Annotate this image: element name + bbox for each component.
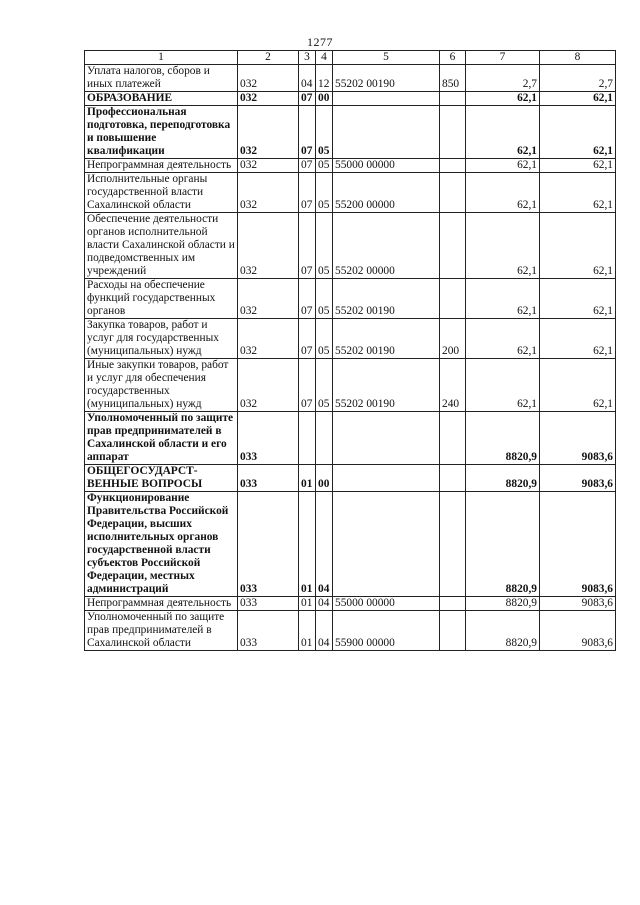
row-sum-year1-cell: 8820,9 xyxy=(466,412,540,465)
row-section-cell: 07 xyxy=(299,159,316,173)
row-code-cell: 032 xyxy=(238,173,299,213)
budget-table xyxy=(84,50,616,651)
row-sum-year2-cell: 9083,6 xyxy=(540,611,616,651)
row-target-cell: 55900 00000 xyxy=(333,611,440,651)
row-type-cell xyxy=(440,597,466,611)
column-header: 3 xyxy=(299,51,316,65)
row-code-cell: 032 xyxy=(238,213,299,279)
row-target-cell: 55202 00190 xyxy=(333,319,440,359)
row-name-cell: ОБРАЗОВАНИЕ xyxy=(85,92,238,106)
table-row xyxy=(85,92,616,106)
row-target-cell xyxy=(333,465,440,492)
table-row xyxy=(85,65,616,92)
row-sum-year2-cell: 62,1 xyxy=(540,173,616,213)
row-section-cell: 07 xyxy=(299,319,316,359)
row-target-cell: 55000 00000 xyxy=(333,159,440,173)
row-target-cell xyxy=(333,92,440,106)
row-name-cell: Исполнительные органы государственной власти Сахалинской области xyxy=(85,173,238,213)
row-subsection-cell: 04 xyxy=(316,492,333,597)
row-subsection-cell: 05 xyxy=(316,213,333,279)
row-sum-year1-cell: 62,1 xyxy=(466,92,540,106)
row-code-cell: 032 xyxy=(238,319,299,359)
row-name-cell: Профессиональная подготовка, переподготовка и повышение квалификации xyxy=(85,106,238,159)
row-target-cell: 55202 00190 xyxy=(333,279,440,319)
column-header: 5 xyxy=(333,51,440,65)
row-section-cell xyxy=(299,412,316,465)
row-code-cell: 033 xyxy=(238,412,299,465)
row-name-cell: Уполномоченный по защите прав предпринимателей в Сахалинской области и его аппарат xyxy=(85,412,238,465)
table-row xyxy=(85,359,616,412)
table-row xyxy=(85,279,616,319)
row-sum-year1-cell: 62,1 xyxy=(466,279,540,319)
row-sum-year1-cell: 8820,9 xyxy=(466,492,540,597)
row-type-cell xyxy=(440,106,466,159)
column-header: 4 xyxy=(316,51,333,65)
column-header: 6 xyxy=(440,51,466,65)
row-sum-year1-cell: 62,1 xyxy=(466,319,540,359)
row-sum-year1-cell: 62,1 xyxy=(466,159,540,173)
row-sum-year1-cell: 8820,9 xyxy=(466,611,540,651)
column-header: 2 xyxy=(238,51,299,65)
table-row xyxy=(85,319,616,359)
row-section-cell: 07 xyxy=(299,279,316,319)
row-sum-year1-cell: 8820,9 xyxy=(466,597,540,611)
row-subsection-cell: 04 xyxy=(316,611,333,651)
column-header: 8 xyxy=(540,51,616,65)
row-target-cell xyxy=(333,412,440,465)
row-sum-year2-cell: 62,1 xyxy=(540,359,616,412)
row-section-cell: 07 xyxy=(299,213,316,279)
table-row xyxy=(85,597,616,611)
row-type-cell: 200 xyxy=(440,319,466,359)
row-type-cell xyxy=(440,173,466,213)
row-type-cell: 850 xyxy=(440,65,466,92)
row-name-cell: Обеспечение деятельности органов исполнительной власти Сахалинской области и подведомственных им учреждений xyxy=(85,213,238,279)
row-subsection-cell: 05 xyxy=(316,279,333,319)
row-name-cell: Уполномоченный по защите прав предпринимателей в Сахалинской области xyxy=(85,611,238,651)
row-code-cell: 033 xyxy=(238,597,299,611)
row-sum-year2-cell: 62,1 xyxy=(540,279,616,319)
row-sum-year2-cell: 62,1 xyxy=(540,319,616,359)
row-section-cell: 04 xyxy=(299,65,316,92)
row-target-cell: 55000 00000 xyxy=(333,597,440,611)
row-type-cell xyxy=(440,92,466,106)
row-name-cell: Расходы на обеспечение функций государственных органов xyxy=(85,279,238,319)
row-type-cell xyxy=(440,412,466,465)
row-sum-year2-cell: 2,7 xyxy=(540,65,616,92)
row-subsection-cell: 00 xyxy=(316,465,333,492)
row-subsection-cell: 05 xyxy=(316,319,333,359)
row-code-cell: 033 xyxy=(238,492,299,597)
row-sum-year2-cell: 62,1 xyxy=(540,92,616,106)
row-name-cell: Иные закупки товаров, работ и услуг для обеспечения государственных (муниципальных) нужд xyxy=(85,359,238,412)
table-row xyxy=(85,173,616,213)
table-row xyxy=(85,611,616,651)
row-subsection-cell: 04 xyxy=(316,597,333,611)
column-header: 7 xyxy=(466,51,540,65)
page-number: 1277 xyxy=(307,35,333,49)
row-subsection-cell: 00 xyxy=(316,92,333,106)
row-subsection-cell: 12 xyxy=(316,65,333,92)
row-subsection-cell: 05 xyxy=(316,159,333,173)
row-section-cell: 07 xyxy=(299,106,316,159)
row-sum-year2-cell: 62,1 xyxy=(540,213,616,279)
row-name-cell: Непрограммная деятельность xyxy=(85,159,238,173)
row-sum-year2-cell: 62,1 xyxy=(540,106,616,159)
row-sum-year1-cell: 62,1 xyxy=(466,213,540,279)
row-subsection-cell xyxy=(316,412,333,465)
row-type-cell xyxy=(440,611,466,651)
row-code-cell: 033 xyxy=(238,611,299,651)
row-sum-year1-cell: 2,7 xyxy=(466,65,540,92)
row-sum-year1-cell: 62,1 xyxy=(466,106,540,159)
row-code-cell: 032 xyxy=(238,65,299,92)
row-sum-year2-cell: 9083,6 xyxy=(540,492,616,597)
row-code-cell: 033 xyxy=(238,465,299,492)
row-section-cell: 01 xyxy=(299,492,316,597)
row-name-cell: Закупка товаров, работ и услуг для государственных (муниципальных) нужд xyxy=(85,319,238,359)
table-row xyxy=(85,159,616,173)
row-code-cell: 032 xyxy=(238,279,299,319)
row-type-cell xyxy=(440,159,466,173)
row-section-cell: 01 xyxy=(299,611,316,651)
row-name-cell: Функционирование Правительства Российской Федерации, высших исполнительных органов государственной власти субъектов Российской Федерации, местных администраций xyxy=(85,492,238,597)
row-target-cell xyxy=(333,492,440,597)
row-sum-year1-cell: 62,1 xyxy=(466,173,540,213)
row-section-cell: 07 xyxy=(299,359,316,412)
table-body xyxy=(85,51,616,651)
table-row xyxy=(85,106,616,159)
row-type-cell: 240 xyxy=(440,359,466,412)
row-section-cell: 01 xyxy=(299,465,316,492)
table-row xyxy=(85,213,616,279)
row-sum-year2-cell: 62,1 xyxy=(540,159,616,173)
table-row xyxy=(85,492,616,597)
row-section-cell: 07 xyxy=(299,92,316,106)
row-code-cell: 032 xyxy=(238,92,299,106)
row-code-cell: 032 xyxy=(238,159,299,173)
column-header: 1 xyxy=(85,51,238,65)
row-target-cell: 55202 00190 xyxy=(333,65,440,92)
row-sum-year2-cell: 9083,6 xyxy=(540,465,616,492)
column-number-row xyxy=(85,51,616,65)
row-target-cell: 55202 00190 xyxy=(333,359,440,412)
row-section-cell: 01 xyxy=(299,597,316,611)
row-type-cell xyxy=(440,213,466,279)
row-name-cell: ОБЩЕГОСУДАРСТ-ВЕННЫЕ ВОПРОСЫ xyxy=(85,465,238,492)
row-code-cell: 032 xyxy=(238,106,299,159)
row-section-cell: 07 xyxy=(299,173,316,213)
row-subsection-cell: 05 xyxy=(316,173,333,213)
row-type-cell xyxy=(440,465,466,492)
row-target-cell xyxy=(333,106,440,159)
table-row xyxy=(85,412,616,465)
row-code-cell: 032 xyxy=(238,359,299,412)
table-row xyxy=(85,465,616,492)
row-target-cell: 55200 00000 xyxy=(333,173,440,213)
row-sum-year1-cell: 62,1 xyxy=(466,359,540,412)
row-subsection-cell: 05 xyxy=(316,359,333,412)
row-sum-year2-cell: 9083,6 xyxy=(540,597,616,611)
row-sum-year2-cell: 9083,6 xyxy=(540,412,616,465)
row-target-cell: 55202 00000 xyxy=(333,213,440,279)
row-type-cell xyxy=(440,279,466,319)
row-name-cell: Непрограммная деятельность xyxy=(85,597,238,611)
row-type-cell xyxy=(440,492,466,597)
row-subsection-cell: 05 xyxy=(316,106,333,159)
row-sum-year1-cell: 8820,9 xyxy=(466,465,540,492)
row-name-cell: Уплата налогов, сборов и иных платежей xyxy=(85,65,238,92)
